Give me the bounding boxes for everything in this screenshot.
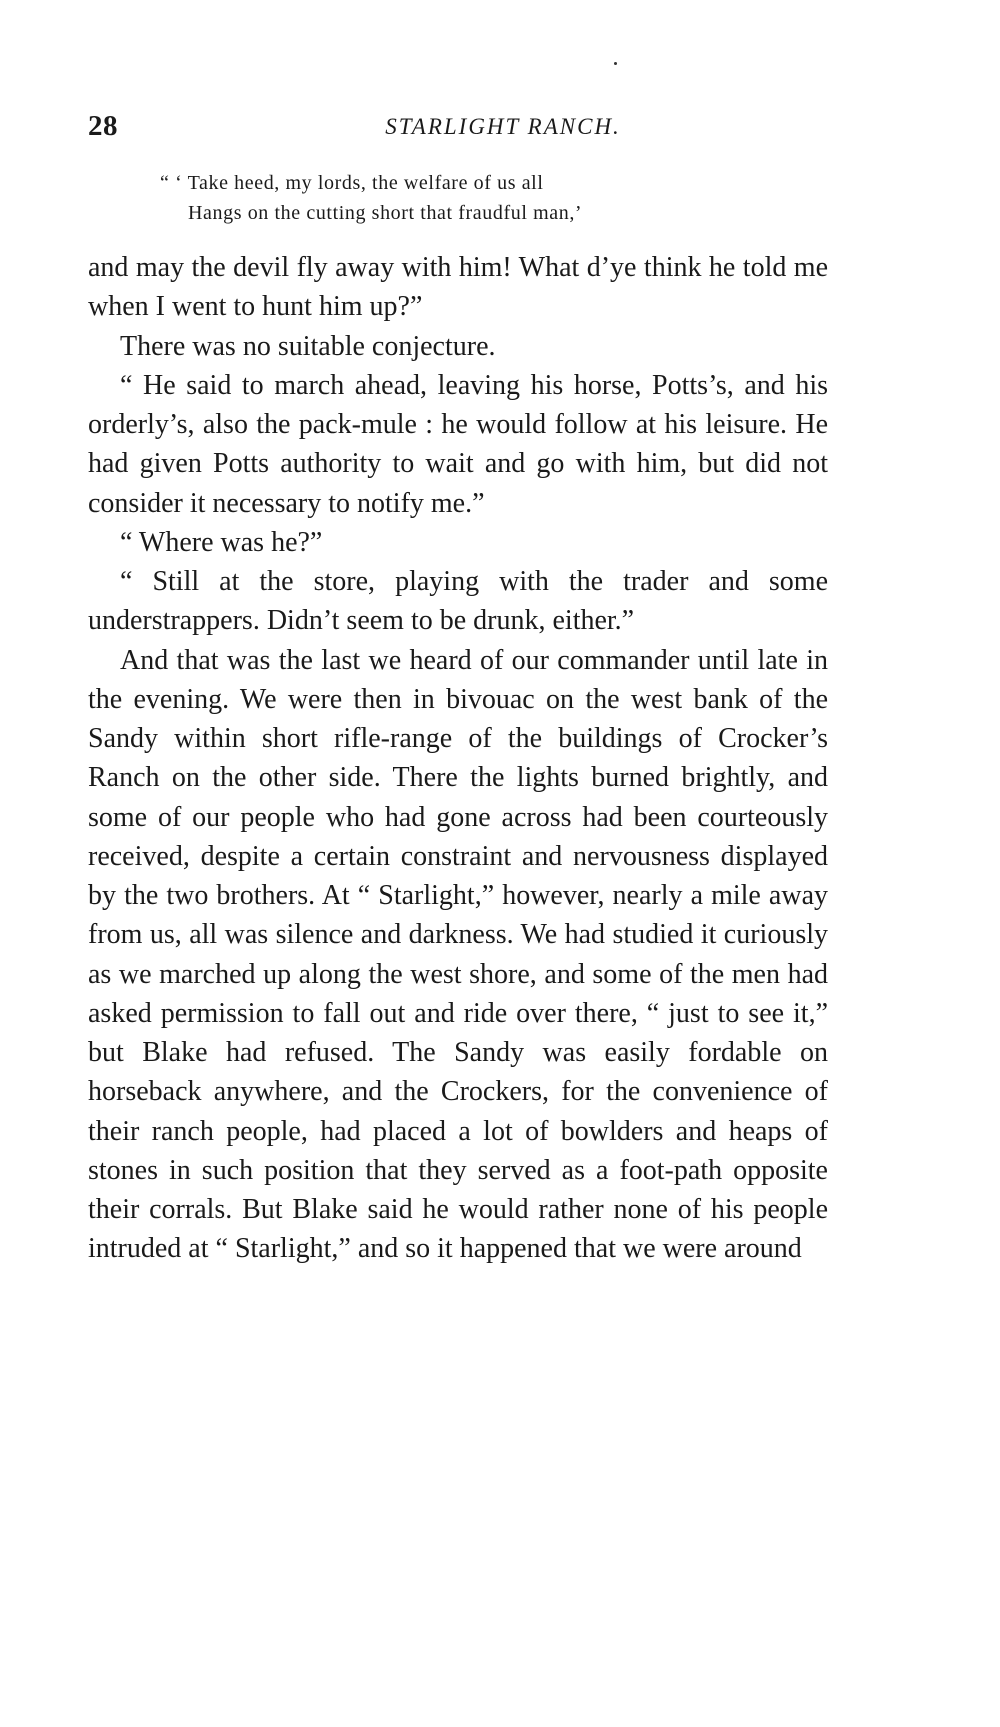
body-text: [88, 248, 828, 1269]
paragraph: and may the devil fly away with him! What d’ye think he told me when I went to hunt him up?”: [88, 252, 828, 323]
page-number: 28: [88, 110, 118, 142]
epigraph-line-2: Hangs on the cutting short that fraudful man,’: [188, 202, 583, 224]
epigraph-line-1: “ ‘ Take heed, my lords, the welfare of us all: [160, 172, 544, 194]
paragraph: And that was the last we heard of our commander until late in the evening. We were then in bivouac on the west bank of the Sandy within short rifle-range of the buildings of Crocker’s Ranch on the other side. There the lights burned brightly, and some of our people who had gone across had been courteously received, despite a certain constraint and nervousness displayed by the two brothers. At “ Starlight,” however, nearly a mile away from us, all was silence and darkness. We had studied it curiously as we marched up along the west shore, and some of the men had asked permission to fall out and ride over there, “ just to see it,” but Blake had refused. The Sandy was easily fordable on horseback anywhere, and the Crockers, for the convenience of their ranch people, had placed a lot of bowlders and heaps of stones in such position that they served as a foot-path opposite their corrals. But Blake said he would rather none of his people intruded at “ Starlight,” and so it happened that we were around: [88, 644, 828, 1265]
page-header: [88, 110, 918, 150]
paragraph: “ He said to march ahead, leaving his horse, Potts’s, and his orderly’s, also the pack-mule : he would follow at his leisure. He had given Potts authority to wait and go with him, but did not consider it necessary to notify me.”: [88, 369, 828, 519]
paragraph: There was no suitable conjecture.: [120, 330, 496, 362]
paragraph: “ Still at the store, playing with the trader and some understrappers. Didn’t seem to be drunk, either.”: [88, 566, 828, 637]
epigraph-quote: [160, 168, 860, 228]
running-title: STARLIGHT RANCH.: [385, 114, 621, 139]
print-speck: [614, 62, 617, 65]
paragraph: “ Where was he?”: [120, 526, 323, 558]
